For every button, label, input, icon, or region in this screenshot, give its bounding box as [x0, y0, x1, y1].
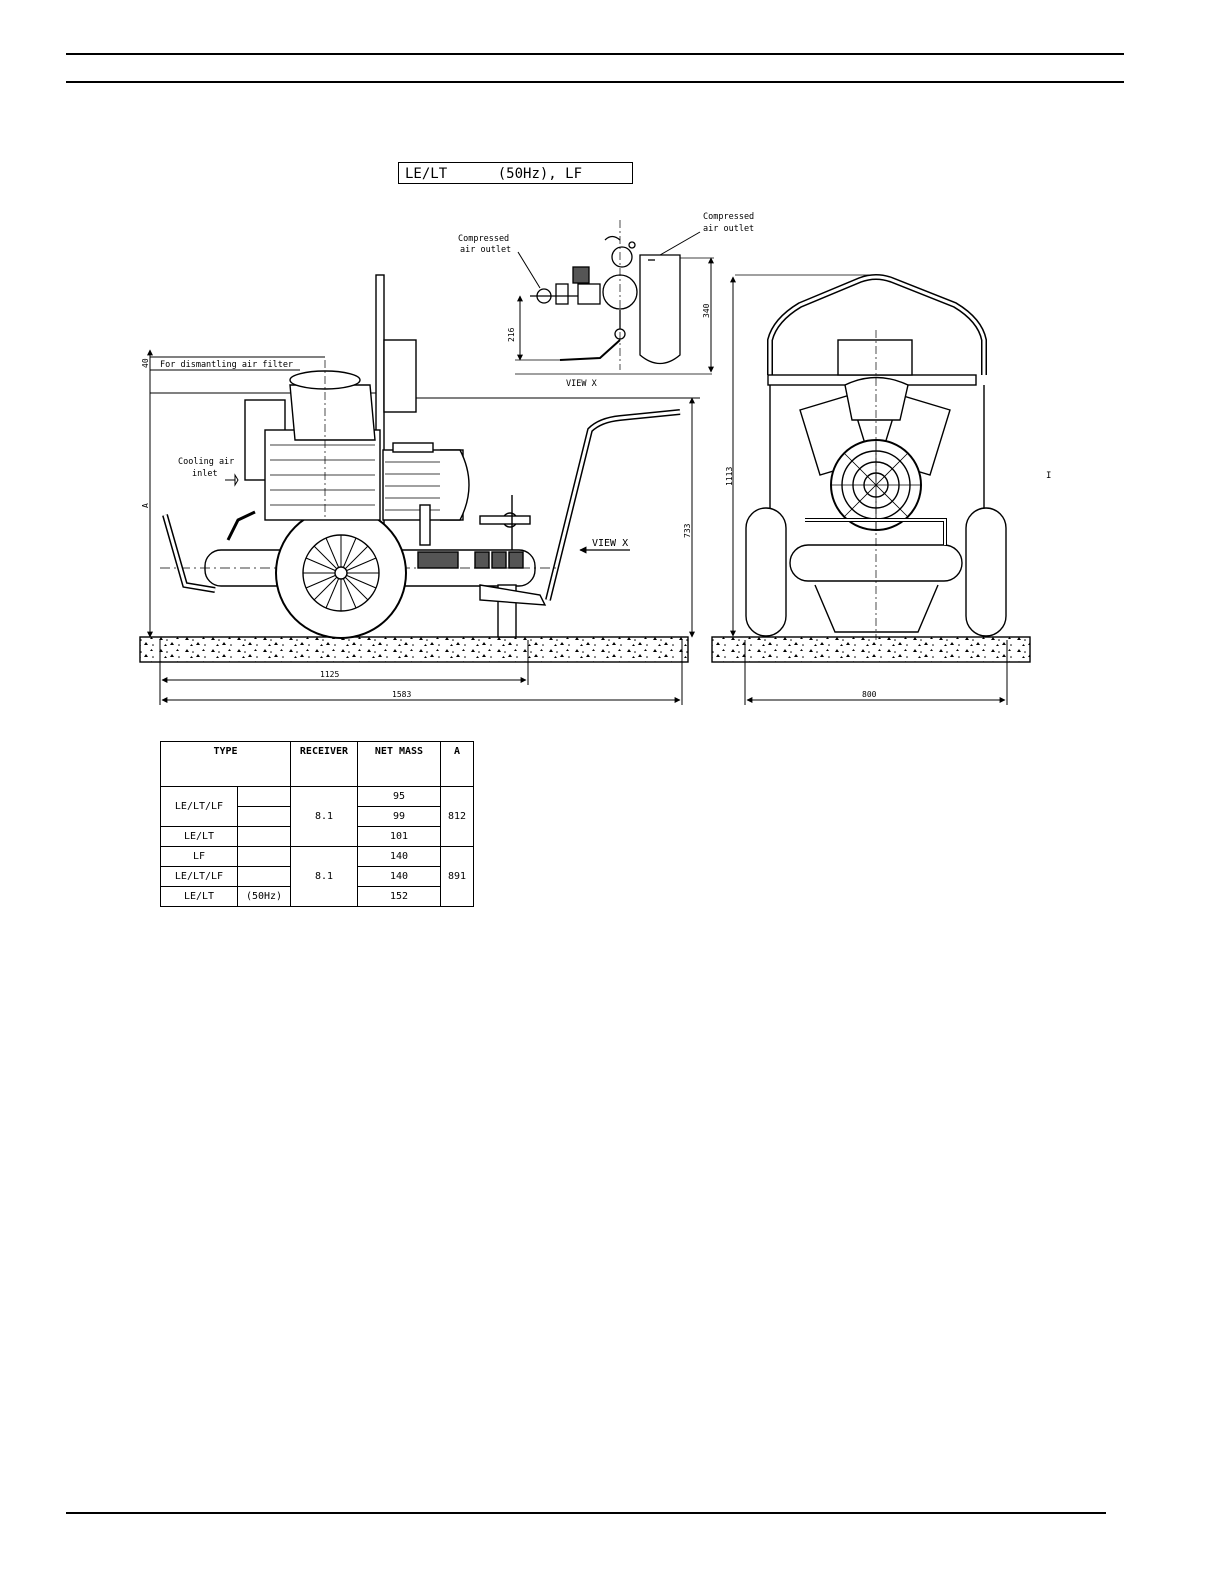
view-x-outlet-right-1: Compressed: [703, 212, 755, 222]
cell-variant: [238, 807, 291, 827]
cell-a-group-2: 891: [441, 847, 474, 907]
right-wheel: [966, 508, 1006, 636]
model-title-part-a: LE/LT: [405, 166, 448, 182]
view-x-arrow-label: VIEW X: [592, 538, 629, 549]
cell-mass: 140: [358, 867, 441, 887]
spec-table: [160, 741, 474, 907]
dim-clearance: 40: [141, 358, 150, 368]
dim-height-733: 733: [683, 523, 692, 538]
cell-type: LF: [161, 847, 238, 867]
cooling-label-2: inlet: [192, 469, 218, 479]
cell-type: LE/LT: [161, 887, 238, 907]
cooling-label: Cooling air: [178, 457, 235, 467]
view-x-detail: [515, 220, 714, 374]
cell-mass: 140: [358, 847, 441, 867]
dismantling-label: For dismantling air filter: [160, 360, 294, 370]
view-x-cylinder: [640, 255, 680, 364]
table-row: [161, 847, 474, 867]
view-x-dim-216: 216: [507, 327, 516, 342]
model-title-part-b: (50Hz), LF: [497, 166, 583, 182]
view-x-outlet-right-2: air outlet: [703, 224, 755, 234]
header-net-mass: NET MASS: [358, 742, 441, 787]
dim-height-a: A: [141, 503, 150, 508]
cell-type: LE/LT: [161, 827, 238, 847]
cell-mass: 95: [358, 787, 441, 807]
header-type: TYPE: [161, 742, 291, 787]
cell-variant: [238, 847, 291, 867]
front-ground: [712, 637, 1030, 662]
cell-variant: [238, 787, 291, 807]
cell-variant: (50Hz): [238, 887, 291, 907]
dim-length-1125: 1125: [320, 670, 340, 679]
control-box: [384, 340, 416, 412]
dim-length-1583: 1583: [392, 690, 412, 699]
view-x-dim-340: 340: [702, 303, 711, 318]
cell-receiver-group-1: 8.1: [291, 787, 358, 847]
side-ground: [140, 637, 688, 662]
front-side-mark: I: [1046, 471, 1052, 481]
cell-variant: [238, 827, 291, 847]
header-a: A: [441, 742, 474, 787]
front-dim-height: 1113: [725, 466, 734, 486]
side-view: [140, 275, 700, 705]
cell-type: LE/LT/LF: [161, 867, 238, 887]
cell-receiver-group-2: 8.1: [291, 847, 358, 907]
view-x-caption: VIEW X: [566, 379, 597, 389]
front-dim-width: 800: [862, 690, 877, 699]
left-wheel: [746, 508, 786, 636]
tow-handle: [548, 412, 680, 600]
table-header-row: [161, 742, 474, 787]
cell-a-group-1: 812: [441, 787, 474, 847]
cell-mass: 99: [358, 807, 441, 827]
cell-type: LE/LT/LF: [161, 787, 238, 827]
view-x-outlet-left-1: Compressed: [458, 234, 510, 244]
table-row: [161, 787, 474, 807]
view-x-outlet-left-2: air outlet: [460, 245, 512, 255]
front-view: [712, 275, 1030, 705]
cell-variant: [238, 867, 291, 887]
cell-mass: 101: [358, 827, 441, 847]
cell-mass: 152: [358, 887, 441, 907]
header-receiver: RECEIVER: [291, 742, 358, 787]
